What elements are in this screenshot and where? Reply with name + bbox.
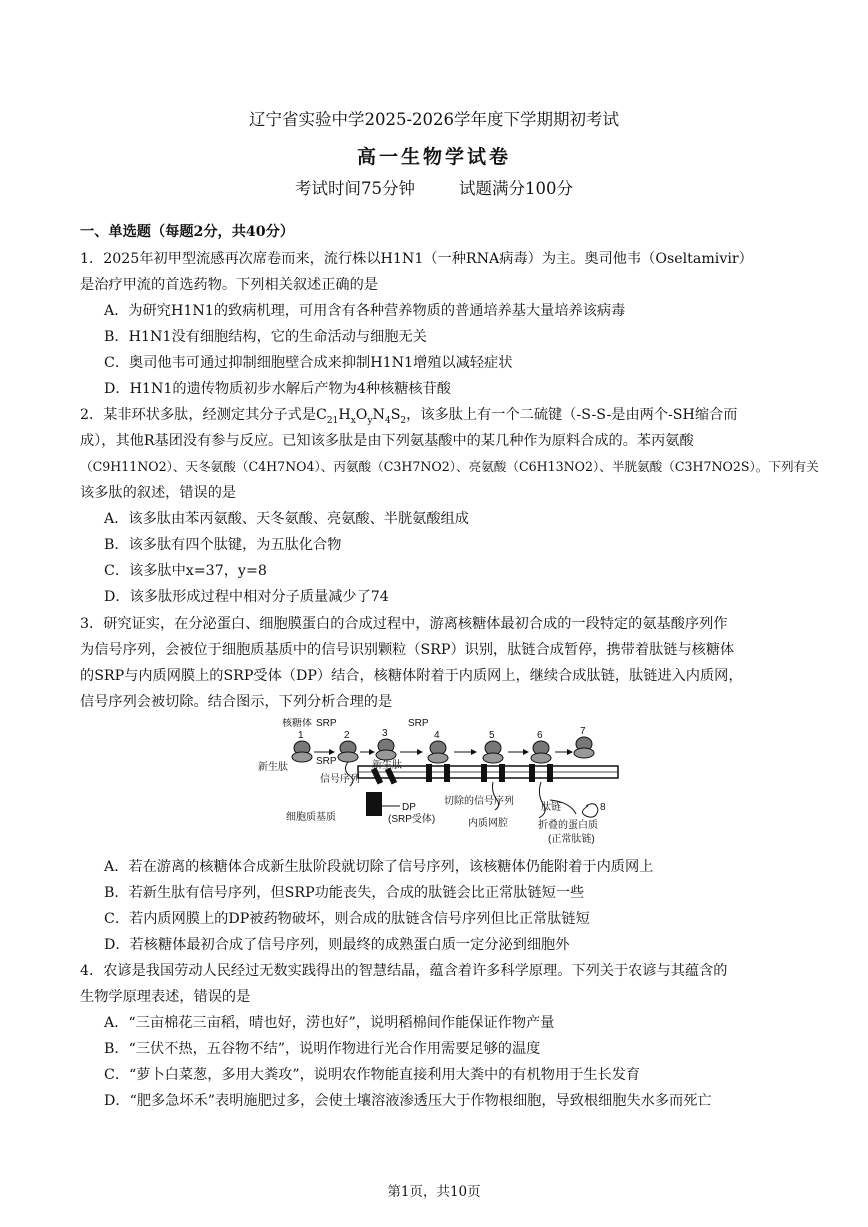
- q3-option-a: A．若在游离的核糖体合成新生肽阶段就切除了信号序列，该核糖体仍能附着于内质网上: [104, 859, 654, 875]
- paper-title: 高一生物学试卷: [356, 146, 511, 168]
- q1-option-a: A．为研究H1N1的致病机理，可用含有各种营养物质的普通培养基大量培养该病毒: [104, 303, 626, 319]
- q3-stem-line: 信号序列会被切除。结合图示，下列分析合理的是: [80, 694, 393, 710]
- page-footer: 第1页，共10页: [387, 1184, 481, 1200]
- q4-option-b: B．“三伏不热，五谷物不结”，说明作物进行光合作用需要足够的温度: [104, 1041, 541, 1057]
- step-number: 6: [537, 730, 543, 741]
- q3-option-c: C．若内质网膜上的DP被药物破坏，则合成的肽链含信号序列但比正常肽链短: [104, 911, 590, 927]
- q1-stem-line: 是治疗甲流的首选药物。下列相关叙述正确的是: [80, 277, 378, 293]
- step-number: 2: [344, 730, 350, 741]
- label-peptide-chain: 肽链: [541, 802, 561, 813]
- score-info: 试题满分100分: [459, 179, 573, 198]
- srp-pathway-diagram: [250, 718, 630, 856]
- q2-option-c: C．该多肽中x=37，y=8: [104, 563, 267, 579]
- label-dp-receptor: (SRP受体): [388, 814, 436, 825]
- label-new-peptide: 新生肽: [258, 762, 288, 773]
- q3-stem-line: 的SRP与内质网膜上的SRP受体（DP）结合，核糖体附着于内质网上，继续合成肽链，肽链进入内质网，: [80, 668, 743, 684]
- q3-stem-line: 3．研究证实，在分泌蛋白、细胞膜蛋白的合成过程中，游离核糖体最初合成的一段特定的氨基酸序列作: [80, 616, 728, 632]
- ribosome-icon: [574, 737, 594, 758]
- label-srp: SRP: [316, 718, 337, 729]
- q2-stem-line: 2．某非环状多肽，经测定其分子式是$C_{21}H_xO_yN_4S_2$，该多肽上有一个二硫键（-S-S-是由两个-SH缩合而: [80, 407, 738, 426]
- school-title: 辽宁省实验中学2025-2026学年度下学期期初考试: [248, 110, 620, 129]
- ribosome-icon: [376, 739, 396, 760]
- label-folded-protein: 折叠的蛋白质: [538, 820, 598, 831]
- ribosome-icon: [338, 741, 358, 762]
- dp-receptor: [366, 792, 382, 816]
- label-normal-chain: (正常肽链): [548, 834, 595, 845]
- step-number: 4: [434, 730, 440, 741]
- q1-option-d: D．H1N1的遗传物质初步水解后产物为4种核糖核苷酸: [104, 381, 451, 397]
- step-number: 7: [580, 726, 586, 737]
- step-number: 3: [382, 728, 388, 739]
- label-new-peptide-2: 新生肽: [372, 760, 402, 771]
- step-number: 5: [489, 730, 495, 741]
- q4-option-c: C．“萝卜白菜葱，多用大粪攻”，说明农作物能直接利用大粪中的有机物用于生长发育: [104, 1067, 641, 1083]
- label-srp: SRP: [316, 756, 337, 767]
- q2-stem-line: 成），其他R基团没有参与反应。已知该多肽是由下列氨基酸中的某几种作为原料合成的。苯丙氨酸: [80, 433, 694, 449]
- q2-stem-line: （C9H11NO2）、天冬氨酸（C4H7NO4）、丙氨酸（C3H7NO2）、亮氨酸（C6H13NO2）、半胱氨酸（C3H7NO2S）。下列有关: [80, 459, 819, 474]
- q4-option-a: A．“三亩棉花三亩稻，晴也好，涝也好”，说明稻棉间作能保证作物产量: [104, 1015, 555, 1031]
- q1-stem-line: 1．2025年初甲型流感再次席卷而来，流行株以H1N1（一种RNA病毒）为主。奥司他韦（Oseltamivir）: [80, 251, 753, 267]
- time-info: 考试时间75分钟: [295, 179, 415, 198]
- q3-option-b: B．若新生肽有信号序列，但SRP功能丧失，合成的肽链会比正常肽链短一些: [104, 885, 585, 901]
- ribosome-icon: [531, 741, 551, 763]
- ribosome-icon: [428, 741, 448, 763]
- section-heading: 一、单选题（每题2分，共40分）: [80, 224, 295, 240]
- ribosome-icon: [483, 741, 503, 763]
- q2-stem-line: 该多肽的叙述，错误的是: [80, 485, 237, 501]
- ribosome-icon: [292, 741, 312, 762]
- q2-option-a: A．该多肽由苯丙氨酸、天冬氨酸、亮氨酸、半胱氨酸组成: [104, 511, 469, 527]
- q3-option-d: D．若核糖体最初合成了信号序列，则最终的成熟蛋白质一定分泌到细胞外: [104, 937, 570, 953]
- label-ribosome: 核糖体: [282, 718, 312, 729]
- q4-stem-line: 生物学原理表述，错误的是: [80, 989, 251, 1005]
- q2-option-b: B．该多肽有四个肽键，为五肽化合物: [104, 537, 342, 553]
- q1-option-b: B．H1N1没有细胞结构，它的生命活动与细胞无关: [104, 329, 427, 345]
- q3-stem-line: 为信号序列，会被位于细胞质基质中的信号识别颗粒（SRP）识别，肽链合成暂停，携带着肽链与核糖体: [80, 642, 735, 658]
- label-cut-signal: 切除的信号序列: [444, 796, 514, 807]
- step-number: 8: [600, 802, 606, 813]
- q1-option-c: C．奥司他韦可通过抑制细胞壁合成来抑制H1N1增殖以减轻症状: [104, 355, 513, 371]
- q4-stem-line: 4．农谚是我国劳动人民经过无数实践得出的智慧结晶，蕴含着许多科学原理。下列关于农谚与其蕴含的: [80, 963, 728, 979]
- step-number: 1: [298, 730, 304, 741]
- q2-option-d: D．该多肽形成过程中相对分子质量减少了74: [104, 589, 389, 605]
- exam-info: [0, 175, 868, 199]
- q4-option-d: D．“肥多急坏禾”表明施肥过多，会使土壤溶液渗透压大于作物根细胞，导致根细胞失水多而死亡: [104, 1093, 712, 1109]
- label-srp: SRP: [408, 718, 429, 729]
- label-dp: DP: [402, 802, 416, 813]
- label-er-lumen: 内质网腔: [468, 818, 508, 829]
- label-cytosol: 细胞质基质: [286, 812, 336, 823]
- label-signal-sequence: 信号序列: [320, 774, 360, 785]
